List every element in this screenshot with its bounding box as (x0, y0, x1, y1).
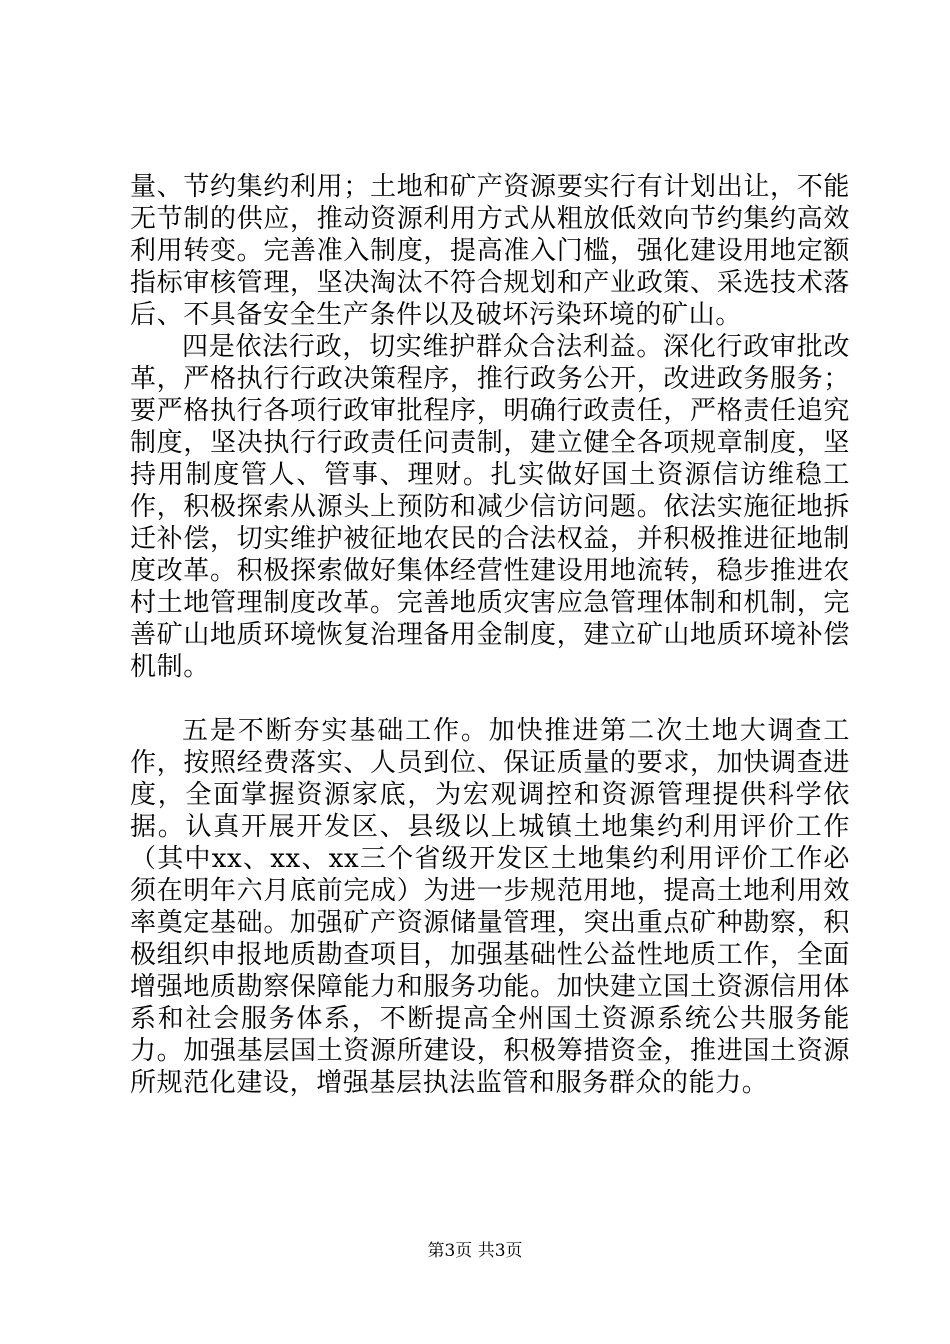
paragraph-item-five: 五是不断夯实基础工作。加快推进第二次土地大调查工作，按照经费落实、人员到位、保证质量的要求，加快调查进度，全面掌握资源家底，为宏观调控和资源管理提供科学依据。认真开展开发区、县级以上城镇土地集约利用评价工作（其中xx、xx、xx三个省级开发区土地集约利用评价工作必须在明年六月底前完成）为进一步规范用地，提高土地利用效率奠定基础。加强矿产资源储量管理，突出重点矿种勘察，积极组织申报地质勘查项目，加强基础性公益性地质工作，全面增强地质勘察保障能力和服务功能。加快建立国土资源信用体系和社会服务体系，不断提高全州国土资源系统公共服务能力。加强基层国土资源所建设，积极筹措资金，推进国土资源所规范化建设，增强基层执法监管和服务群众的能力。 (130, 716, 850, 1098)
page-number-footer: 第3页 共3页 (427, 1241, 523, 1261)
document-body (130, 171, 850, 1099)
paragraph-continued: 量、节约集约利用；土地和矿产资源要实行有计划出让，不能无节制的供应，推动资源利用方式从粗放低效向节约集约高效利用转变。完善准入制度，提高准入门槛，强化建设用地定额指标审核管理，坚决淘汰不符合规划和产业政策、采选技术落后、不具备安全生产条件以及破坏污染环境的矿山。 (130, 172, 850, 330)
paragraph-item-four: 四是依法行政，切实维护群众合法利益。深化行政审批改革，严格执行行政决策程序，推行政务公开，改进政务服务；要严格执行各项行政审批程序，明确行政责任，严格责任追究制度，坚决执行行政责任问责制，建立健全各项规章制度，坚持用制度管人、管事、理财。扎实做好国土资源信访维稳工作，积极探索从源头上预防和减少信访问题。依法实施征地拆迁补偿，切实维护被征地农民的合法权益，并积极推进征地制度改革。积极探索做好集体经营性建设用地流转，稳步推进农村土地管理制度改革。完善地质灾害应急管理体制和机制，完善矿山地质环境恢复治理备用金制度，建立矿山地质环境补偿机制。 (130, 332, 850, 682)
